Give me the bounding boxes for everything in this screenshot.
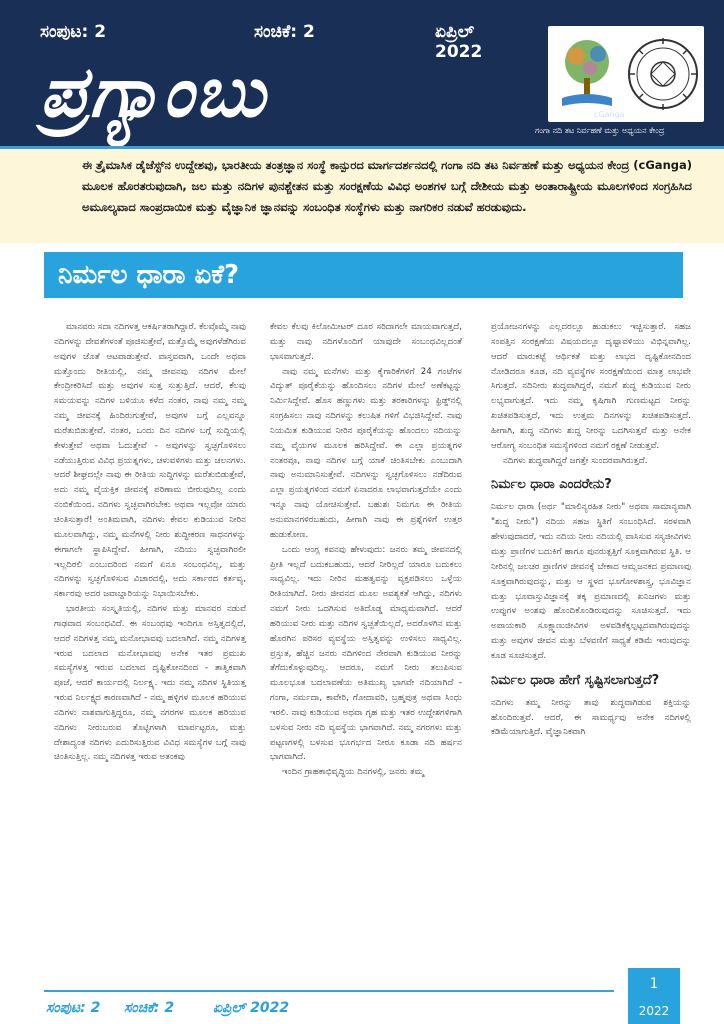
footer-volume: ಸಂಪುಟ: 2 [46,1000,101,1016]
page-number: 1 [649,976,659,992]
page-number-box [628,968,680,1024]
issue-label: ಸಂಚಿಕೆ: 2 [254,22,315,42]
logo-panel [548,26,704,122]
footer-issue: ಸಂಚಿಕೆ: 2 [124,1000,175,1016]
iit-kanpur-seal-icon [626,32,700,116]
volume-label: ಸಂಪುಟ: 2 [40,22,107,42]
col2-paragraph-1: ಕೇವಲ ಕೆಲವು ಕಿಲೋಮೀಟರ್ ದೂರ ಸರಿದಾಗಲೇ ಮಾಯವಾಗುತ್ತದೆ, ಮತ್ತು ನಾವು ನದಿಗಳೊಂದಿಗೆ ಯಾವುದೇ ಸಂಬಂಧವಿಲ್ಲದಂತೆ ಭಾಸವಾಗುತ್ತದೆ. [270,322,462,362]
col1-paragraph-1: ಮಾನವರು ಸದಾ ನದಿಗಳತ್ತ ಆಕರ್ಷಿತರಾಗಿದ್ದಾರೆ. ಕೆಲವೊಮ್ಮೆ ನಾವು ನದಿಗಳನ್ನು ದೇವತೆಗಳಂತೆ ಪೂಜಿಸುತ್ತೇವೆ, ಮತ್ತೊಮ್ಮೆ ಅವುಗಳೆಡೆಗಿರುವ ಅವುಗಳ ಜೊತೆ ಆಟವಾಡುತ್ತೇವೆ. ವಾಸ್ತವವಾಗಿ, ಒಂದೇ ಅಥವಾ ಮತ್ತೊಂದು ರೀತಿಯಲ್ಲಿ, ನಮ್ಮ ಜೀವನವು ನದಿಗಳ ಮೇಲೆ ಕೇಂದ್ರೀಕರಿಸಿದೆ ಮತ್ತು ಅವುಗಳ ಸುತ್ತ ಸುತ್ತುತ್ತಿದೆ. ಆದರೆ, ಕೆಲವು ಸಮಯವನ್ನು ನದಿಗಳ ಬಳಿಯೂ ಕಳೆದ ನಂತರ, ನಾವು ನಮ್ಮ ನಮ್ಮ ನಮ್ಮ ಜೀವನಕ್ಕೆ ಹಿಂದಿರುಗುತ್ತೇವೆ, ಅವುಗಳ ಬಗ್ಗೆ ಎಲ್ಲವನ್ನೂ ಮರೆತುಬಿಡುತ್ತೇವೆ. ನಂತರ, ಒಂದು ದಿನ ನದಿಗಳ ಬಗ್ಗೆ ಸುದ್ದಿಯಲ್ಲಿ ಕೇಳುತ್ತೇವೆ ಅಥವಾ ಓದುತ್ತೇವೆ - ಅವುಗಳನ್ನು ಸ್ವಚ್ಛಗೊಳಿಸಲು ನಡೆಯುತ್ತಿರುವ ವಿವಿಧ ಪ್ರಯತ್ನಗಳು, ಚಳುವಳಿಗಳು ಮತ್ತು ಚಲನಗಳು. ಆದರೆ ಶೀಘ್ರದಲ್ಲೇ ನಾವು ಈ ರೀತಿಯ ಸುದ್ದಿಗಳನ್ನು ಮರೆತುಬಿಡುತ್ತೇವೆ, ಅದು ನಮ್ಮ ವೈಯಕ್ತಿಕ ಜೀವನಕ್ಕೆ ಪರಿಣಾಮ ಬೀರುವುದಿಲ್ಲ ಎಂದು ನಂಬಿಕೆಯಿಂದ. ನದಿಗಳು ಸ್ವಚ್ಛವಾಗಿರಬೇಕು ಅಥವಾ ಇಲ್ಲವೋ ಯಾರು ಚಿಂತಿಸುತ್ತಾರೆ! ಅಂತಿಮವಾಗಿ, ನದಿಗಳು ಕೇವಲ ಕುಡಿಯುವ ನೀರಿನ ಮೂಲವಾಗಿದ್ದು, ನಮ್ಮ ಮನೆಗಳಲ್ಲಿ ನೀರು ಶುದ್ಧೀಕರಣ ಸಾಧನಗಳನ್ನು ಈಗಾಗಲೇ ಸ್ಥಾಪಿಸಿದ್ದೇವೆ. ಹೀಗಾಗಿ, ನದಿಯು ಸ್ವಚ್ಛವಾಗಿರಲೀ ಇಲ್ಲದಿರಲಿ ಎಂಬುದರಿಂದ ನಮಗೆ ಏನೂ ಸಂಬಂಧವಿಲ್ಲ, ಮತ್ತು ನದಿಗಳನ್ನು ಸ್ವಚ್ಛಗೊಳಿಸುವ ವಿಚಾರದಲ್ಲಿ, ಅದು ಸರ್ಕಾರದ ಕರ್ತವ್ಯ, ಸರ್ಕಾರವು ಅದರ ಜವಾಬ್ದಾರಿಯನ್ನು ನಿಭಾಯಿಸಬೇಕು. [54,322,246,600]
masthead-title: ಪ್ರಗ್ಯಾಂಬು [40,51,267,133]
header-banner [0,0,724,146]
date-label: ಏಪ್ರಿಲ್ 2022 [435,22,483,62]
cganga-tree-logo-icon [556,34,618,114]
col3-paragraph-2: ನದಿಗಳು ಶುದ್ಧವಾಗಿದ್ದರೆ ಜಗತ್ತೇ ಸುಂದರವಾಗಿರುತ್ತದೆ. [503,455,648,466]
center-tagline: ಗಂಗಾ ನದಿ ತಟ ನಿರ್ವಹಣೆ ಮತ್ತು ಅಧ್ಯಯನ ಕೇಂದ್ರ [535,126,665,135]
col3-heading-how-created: ನಿರ್ಮಲ ಧಾರಾ ಹೇಗೆ ಸೃಷ್ಟಿಸಲಾಗುತ್ತದೆ? [491,672,660,688]
intro-text: ಈ ತ್ರೈಮಾಸಿಕ ಡೈಜೆಸ್ಟ್‌ನ ಉದ್ದೇಶವು, ಭಾರತೀಯ ತಂತ್ರಜ್ಞಾನ ಸಂಸ್ಥೆ ಕಾನ್ಪುರದ ಮಾರ್ಗದರ್ಶನದಲ್ಲಿ ಗಂಗಾ ನದಿ ತಟ ನಿರ್ವಹಣೆ ಮತ್ತು ಅಧ್ಯಯನ ಕೇಂದ್ರ (cGanga) ಮೂಲಕ ಹೊರತರುವುದಾಗಿ, ಜಲ ಮತ್ತು ನದಿಗಳ ಪುನಶ್ಚೇತನ ಮತ್ತು ಸಂರಕ್ಷಣೆಯ ವಿವಿಧ ಅಂಶಗಳ ಬಗ್ಗೆ ದೇಶೀಯ ಮತ್ತು ಅಂತಾರಾಷ್ಟ್ರೀಯ ಮೂಲಗಳಿಂದ ಸಂಗ್ರಹಿಸಿದ ಅಮೂಲ್ಯವಾದ ಸಾಂಪ್ರದಾಯಿಕ ಮತ್ತು ವೈಜ್ಞಾನಿಕ ಜ್ಞಾನವನ್ನು ಸಂಬಂಧಿತ ಸಂಸ್ಥೆಗಳು ಮತ್ತು ನಾಗರಿಕರ ನಡುವೆ ಹರಡುವುದು. [82,158,692,214]
logo-caption: cGanga [594,110,625,119]
article-column-1 [54,320,246,765]
col2-paragraph-3: ಒಂದು ಆಂಗ್ಲ ಕವನವು ಹೇಳುವುದು: ಜನರು ತಮ್ಮ ಜೀವನದಲ್ಲಿ ಪ್ರೀತಿ ಇಲ್ಲದೆ ಬದುಕಬಹುದು, ಆದರೆ ನೀರಿಲ್ಲದೆ ಯಾರೂ ಬದುಕಲು ಸಾಧ್ಯವಿಲ್ಲ. ಇದು ನೀರಿನ ಮಹತ್ವವನ್ನು ವ್ಯಕ್ತಪಡಿಸಲು ಒಳ್ಳೆಯ ರೀತಿಯಾಗಿದೆ. ನೀರು ಜೀವನದ ಮೂಲ ಅವಶ್ಯಕತೆ ಆಗಿದ್ದು, ನದಿಗಳು ನಮಗೆ ನೀರು ಒದಗಿಸುವ ಅತಿದೊಡ್ಡ ಮಾಧ್ಯಮವಾಗಿದೆ. ಆದರೆ ಹರಿಯುವ ನೀರು ಮತ್ತು ನದಿಗಳ ಸ್ವಚ್ಛತೆಯಿಲ್ಲದೆ, ಅದರೊಳಗಿನ ಮತ್ತು ಹೊರಗಿನ ಪರಿಸರ ವ್ಯವಸ್ಥೆಯ ಅಸ್ತಿತ್ವವನ್ನು ಉಳಿಸಲು ಸಾಧ್ಯವಿಲ್ಲ. ಪ್ರಸ್ತುತ, ಹೆಚ್ಚಿನ ಜನರು ನದಿಗಳಿಂದ ನೇರವಾಗಿ ಕುಡಿಯುವ ನೀರನ್ನು ತೆಗೆದುಕೊಳ್ಳುವುದಿಲ್ಲ. ಆದರೂ, ನಮಗೆ ನೀರು ತಲುಪಿಸುವ ಮೂಲಭೂತ ಬದಲಾವಣೆಯ ಅತಿಮುಖ್ಯ ಭಾಗವೇ ನದಿಯಾಗಿದೆ - ಗಂಗಾ, ನರ್ಮದಾ, ಕಾವೇರಿ, ಗೋದಾವರಿ, ಬ್ರಹ್ಮಪುತ್ರ ಅಥವಾ ಸಿಂಧು ಇರಲಿ. ನಾವು ಕುಡಿಯುವ ಅಥವಾ ಗೃಹ ಮತ್ತು ಇತರ ಉದ್ದೇಶಗಳಿಗಾಗಿ ಬಳಸುವ ನೀರು ನದಿ ವ್ಯವಸ್ಥೆಯ ಭಾಗವಾಗಿದೆ. ನಮ್ಮ ನಗರಗಳು ಮತ್ತು ಪಟ್ಟಣಗಳಲ್ಲಿ ಬಳಸುವ ಭೂಗರ್ಭದ ನೀರೂ ಕೂಡಾ ನದಿ ಹರ್ಷನ ಭಾಗವಾಗಿದೆ. [270,544,462,763]
col3-paragraph-3: ನಿರ್ಮಲ ಧಾರಾ (ಅರ್ಥ "ಮಾಲಿನ್ಯರಹಿತ ನೀರು" ಅಥವಾ ಸಾಮಾನ್ಯವಾಗಿ "ಶುದ್ಧ ನೀರು") ನದಿಯ ಸಹಜ ಸ್ಥಿತಿಗೆ ಸಂಬಂಧಿಸಿದೆ. ಸರಳವಾಗಿ ಹೇಳುವುದಾದರೆ, ಇದು ನದಿಯ ನೀರು ನದಿಯಲ್ಲಿ ವಾಸಿಸುವ ಸಸ್ಯಜೀವಿಗಳು ಮತ್ತು ಪ್ರಾಣಿಗಳ ಬದುಕಿಗೆ ಹಾಗೂ ಪುನರುತ್ಪತ್ತಿಗೆ ಸೂಕ್ತವಾಗಿರುವ ಸ್ಥಿತಿ. ಆ ನೀರಿನಲ್ಲಿ ಜಲಚರ ಪ್ರಾಣಿಗಳ ಜೀವನಕ್ಕೆ ಬೇಕಾದ ಆಮ್ಲಜನಕದ ಪ್ರಮಾಣವು ಸೂಕ್ತವಾಗಿರುವುದನ್ನು, ಮತ್ತು ಆ ಸ್ಥಳದ ಭೂಗೋಳಶಾಸ್ತ್ರ, ಭೂವಿಜ್ಞಾನ ಮತ್ತು ಭೂವಾಸ್ತುವಿಜ್ಞಾನಕ್ಕೆ ತಕ್ಕ ಪ್ರಮಾಣದಲ್ಲಿ ಖನಿಜಗಳು ಮತ್ತು ಉಪ್ಪುಗಳ ಅಂಶವು ಹೊಂದಿಕೊಂಡಿರುವುದನ್ನು ಸೂಚಿಸುತ್ತದೆ. ಇದು ಅಪಾಯಕಾರಿ ಸೂಕ್ಷ್ಮಾಣುಜೀವಿಗಳ ಅಳವಡಿಕೆಕ್ಕಲ್ಪಟ್ಟದವಾಗಿರುವುದನ್ನು ಮತ್ತು ಅವುಗಳ ಜೀವನ ಮತ್ತು ಬೆಳವಣಿಗೆ ಸಾಧ್ಯತೆ ಕಡಿಮೆ ಇರುವುದನ್ನು ಕೂಡ ಸೂಚಿಸುತ್ತದೆ. [491,502,691,661]
col2-paragraph-4: ಇಂದಿನ ಗ್ರಾಹಕಾಭಿವೃದ್ಧಿಯ ದಿನಗಳಲ್ಲಿ, ಜನರು ತಮ್ಮ [282,767,425,778]
col3-paragraph-1: ಪ್ರಯೋಜನಗಳನ್ನು ಎಲ್ಲದರಲ್ಲೂ ಹುಡುಕಲು ಇಚ್ಚಿಸುತ್ತಾರೆ. ಸಹಜ ಸಂಪತ್ತಿನ ಸಂರಕ್ಷಣೆಯ ವಿಷಯದಲ್ಲೂ ದೃಷ್ಟಾವಳಿಯು ವಿಭಿನ್ನವಾಗಿಲ್ಲ. ಆದರೆ ಮಾರುಕಟ್ಟೆ ಆರ್ಥಿಕತೆ ಮತ್ತು ಲಾಭದ ದೃಷ್ಟಿಕೋನದಿಂದ ನೋಡಿದರೂ ಕೂಡ, ನದಿ ವ್ಯವಸ್ಥೆಗಳ ಸಂರಕ್ಷಣೆಯಿಂದ ಮಾತ್ರ ಲಾಭವೇ ಸಿಗುತ್ತದೆ. ನದಿನೀರು ಶುದ್ಧವಾಗಿದ್ದರೆ, ನಮಗೆ ಶುದ್ಧ ಕುಡಿಯುವ ನೀರು ಲಭ್ಯವಾಗುತ್ತದೆ. ಇದು ನಮ್ಮ ಕೃಷಿಗಾಗಿ ಗುಣಮಟ್ಟದ ನೀರನ್ನು ಖಚಿತಪಡಿಸುತ್ತದೆ, ಇದು ಉತ್ತಮ ದಿನಗಳನ್ನು ಖಚಿತಪಡಿಸುತ್ತದೆ. ಹೀಗಾಗಿ, ಶುದ್ಧ ನದಿಗಳು ಶುದ್ಧ ನೀರನ್ನು ಒದಗಿಸುತ್ತವೆ ಮತ್ತು ಅನೇಕ ಆರೋಗ್ಯ ಸಂಬಂಧಿತ ಸಮಸ್ಯೆಗಳಿಂದ ನಮಗೆ ರಕ್ಷಣೆ ನೀಡುತ್ತವೆ. [491,322,691,451]
section-title-bar [44,252,683,298]
col3-paragraph-4: ನದಿಗಳು ತಮ್ಮ ನೀರನ್ನು ತಾವು ಶುದ್ಧವಾಗಿಡುವ ಶಕ್ತಿಯನ್ನು ಹೊಂದಿರುತ್ತವೆ. ಆದರೆ, ಈ ಸಾಮರ್ಥ್ಯವು ಅನೇಕ ನದಿಗಳಲ್ಲಿ ಕಡಿಮೆಯಾಗುತ್ತಿದೆ. ವೈಜ್ಞಾನಿಕವಾಗಿ [491,697,691,738]
footer-date: ಏಪ್ರಿಲ್ 2022 [213,1000,290,1016]
page-year: 2022 [638,1004,670,1018]
article-column-2 [270,320,462,780]
article-column-3 [491,320,691,740]
col2-paragraph-2: ನಾವು ನಮ್ಮ ಮನೆಗಳು ಮತ್ತು ಕೈಗಾರಿಕೆಗಳಿಗೆ 24 ಗಂಟೆಗಳ ವಿದ್ಯುತ್ ಪೂರೈಕೆಯನ್ನು ಹೊಂದಿಸಲು ನದಿಗಳ ಮೇಲೆ ಅಣೆಕಟ್ಟನ್ನು ನಿರ್ಮಿಸಿದ್ದೇವೆ. ಹೊಸ ಹಣ್ಣುಗಳು ಮತ್ತು ತರಕಾರಿಗಳನ್ನು ಫ್ರಿಡ್ಜ್‌ನಲ್ಲಿ ಸಂಗ್ರಹಿಸಲು ನಾವು ನದಿಗಳನ್ನು ಕಲುಷಿತ ಗಳಿಗೆ ವಿಭಜಿಸಿದ್ದೇವೆ. ನಾವು ನಿಯಮಿತ ಕುಡಿಯುವ ನೀರಿನ ಪೂರೈಕೆಯನ್ನು ಹೊಂದಲು ನದಿಯನ್ನು ನಮ್ಮ ವೈಯಗಳ ಮೂಲಕ ಹರಿಸಿದ್ದೇವೆ. ಈ ಎಲ್ಲಾ ಪ್ರಯತ್ನಗಳ ನಂತರವೂ, ನಾವು ನದಿಗಳ ಬಗ್ಗೆ ಯಾಕೆ ಚಿಂತಿಸಬೇಕು ಎಂಬುದಾಗಿ ನಾವು ಅನುಮಾನಿಸುತ್ತೇವೆ. ನದಿಗಳನ್ನು ಸ್ವಚ್ಛಗೊಳಿಸಲು ನಡೆದಿರುವ ಎಲ್ಲಾ ಪ್ರಯತ್ನಗಳಿಂದ ನಮಗೆ ಏನಾದರೂ ಲಾಭವಾಗುತ್ತದೆಯೇ ಎಂದು ಇನ್ನೂ ನಾವು ಯೋಚಿಸುತ್ತೇವೆ. ಬಹುಶಃ ನಿಮಗೂ ಈ ರೀತಿಯ ಅನುಮಾನಗಳಿರಬಹುದು, ಹೀಗಾಗಿ ನಾವು ಈ ಪ್ರಶ್ನೆಗಳಿಗೆ ಉತ್ತರ ಹುಡುಕೋಣ. [270,366,462,540]
footer-divider [44,990,614,992]
issue-meta [40,22,524,62]
col3-heading-what-is: ನಿರ್ಮಲ ಧಾರಾ ಎಂದರೇನು? [491,477,612,493]
intro-panel [0,149,724,243]
col1-paragraph-2: ಭಾರತೀಯ ಸಂಸ್ಕೃತಿಯಲ್ಲಿ, ನದಿಗಳ ಮತ್ತು ಮಾನವರ ನಡುವೆ ಗಾಢವಾದ ಸಂಬಂಧವಿದೆ. ಈ ಸಂಬಂಧವು ಇಂದಿಗೂ ಅಸ್ತಿತ್ವದಲ್ಲಿದೆ, ಆದರೆ ನದಿಗಳತ್ತ ನಮ್ಮ ಮನೋಭಾವವು ಬದಲಾಗಿದೆ. ನಮ್ಮ ನದಿಗಳತ್ತ ಇರುವ ಬದಲಾದ ಮನೋಭಾವವು ಅನೇಕ ಇತರ ಪ್ರಮುಖ ಸಮಸ್ಯೆಗಳತ್ತ ಇರುವ ಬದಲಾದ ದೃಷ್ಟಿಕೋನದಿಂದ - ತಾತ್ವಿಕವಾಗಿ ಪೂಜೆ, ಆದರೆ ಕಾರ್ಯದಲ್ಲಿ ನಿರ್ಲಕ್ಷ್ಯ. ಇದು ನಮ್ಮ ನದಿಗಳ ಸ್ಥಿತಿಯತ್ತ ಇರುವ ನಿರ್ಲಕ್ಷ್ಯದ ಕಾರಣವಾಗಿದೆ - ನಮ್ಮ ಹಳ್ಳಿಗಳ ಮೂಲಕ ಹರಿಯುವ ನದಿಗಳು ನಾಶವಾಗುತ್ತಿದ್ದರೂ, ನಮ್ಮ ನಗರಗಳ ಮೂಲಕ ಹರಿಯುವ ನದಿಗಳು ನೀರುಬರುವ ತೊಟ್ಟಿಗಳಾಗಿ ಮಾರ್ಪಟ್ಟರೂ, ಮತ್ತು ದೇಶಾದ್ಯಂತ ನದಿಗಳು ಎದುರಿಸುತ್ತಿರುವ ವಿವಿಧ ಸಮಸ್ಯೆಗಳ ಬಗ್ಗೆ ನಾವು ಚಿಂತಿಸುತ್ತಿಲ್ಲ. ನಮ್ಮ ನದಿಗಳತ್ತ ಇರುವ ಅತಂಕವು [54,604,246,763]
section-title: ನಿರ್ಮಲ ಧಾರಾ ಏಕೆ? [58,260,240,290]
